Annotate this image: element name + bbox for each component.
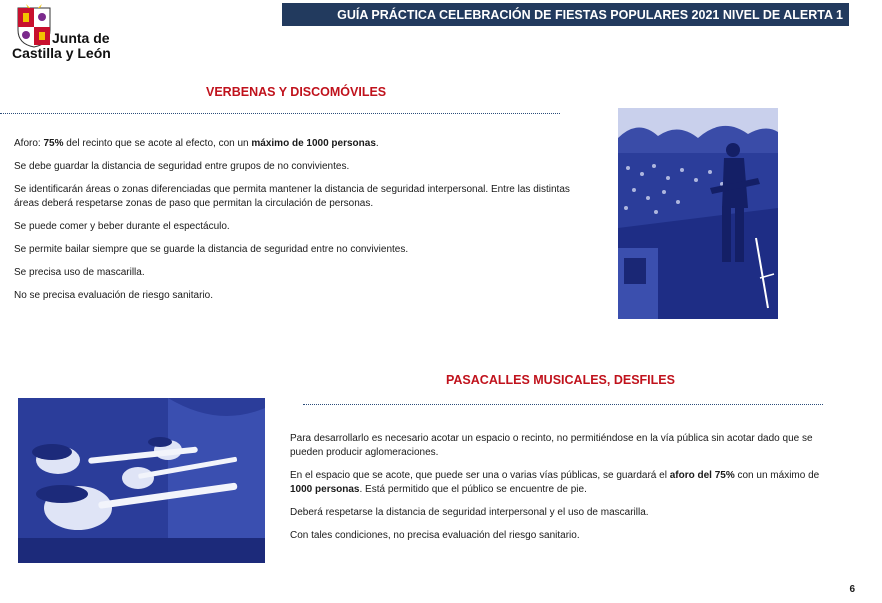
section1-title: VERBENAS Y DISCOMÓVILES bbox=[206, 85, 387, 99]
section1-para-6: Se precisa uso de mascarilla. bbox=[14, 267, 145, 278]
section2-para-aforo bbox=[290, 469, 838, 497]
band-photo bbox=[18, 398, 265, 563]
section1-para-2: Se debe guardar la distancia de seguridad entre grupos de no convivientes. bbox=[14, 161, 350, 172]
junta-logo bbox=[6, 2, 126, 64]
section2-title: PASACALLES MUSICALES, DESFILES bbox=[446, 373, 675, 387]
section2-para-1: Para desarrollarlo es necesario acotar un espacio o recinto, no permitiéndose en la vía pública sin acotar dado que se pueden producir aglomeraciones. bbox=[290, 433, 813, 458]
logo-line1: Junta de bbox=[52, 30, 110, 46]
text-span: del recinto que se acote al efecto, con un bbox=[63, 138, 252, 149]
band-photo-illustration bbox=[18, 398, 265, 563]
section1-para-3: Se identificarán áreas o zonas diferenciadas que permita mantener la distancia de seguridad interpersonal. Entre las distintas áreas deberá respetarse zonas de paso que permitan la circulación de personas. bbox=[14, 184, 570, 209]
section1-divider bbox=[0, 113, 560, 114]
text-span: con un máximo de bbox=[734, 470, 820, 481]
page-number: 6 bbox=[849, 584, 855, 595]
concert-photo-illustration bbox=[618, 108, 778, 319]
text-span: . Está permitido que el público se encuentre de pie. bbox=[359, 484, 587, 495]
section1-para-5: Se permite bailar siempre que se guarde la distancia de seguridad entre no convivientes. bbox=[14, 244, 409, 255]
text-span: . bbox=[375, 138, 379, 149]
bold-text: máximo de 1000 personas bbox=[251, 138, 376, 149]
bold-text: aforo del 75% bbox=[669, 470, 735, 481]
section2-para-3: Deberá respetarse la distancia de seguridad interpersonal y el uso de mascarilla. bbox=[290, 507, 649, 518]
section2-body bbox=[290, 432, 838, 552]
bold-text: 75% bbox=[43, 138, 64, 149]
section1-para-4: Se puede comer y beber durante el espectáculo. bbox=[14, 221, 230, 232]
section1-para-aforo bbox=[14, 137, 574, 151]
text-span: Aforo: bbox=[14, 138, 44, 149]
coat-of-arms-icon bbox=[16, 4, 52, 48]
section1-body bbox=[14, 137, 574, 312]
text-span: En el espacio que se acote, que puede ser una o varias vías públicas, se guardará el bbox=[290, 470, 670, 481]
concert-photo bbox=[618, 108, 778, 319]
logo-line2: Castilla y León bbox=[12, 45, 111, 61]
section2-para-4: Con tales condiciones, no precisa evaluación del riesgo sanitario. bbox=[290, 530, 580, 541]
section2-divider bbox=[303, 404, 823, 405]
section1-para-7: No se precisa evaluación de riesgo sanitario. bbox=[14, 290, 213, 301]
document-header: GUÍA PRÁCTICA CELEBRACIÓN DE FIESTAS POPULARES 2021 NIVEL DE ALERTA 1 bbox=[282, 3, 849, 26]
bold-text: 1000 personas bbox=[290, 484, 360, 495]
